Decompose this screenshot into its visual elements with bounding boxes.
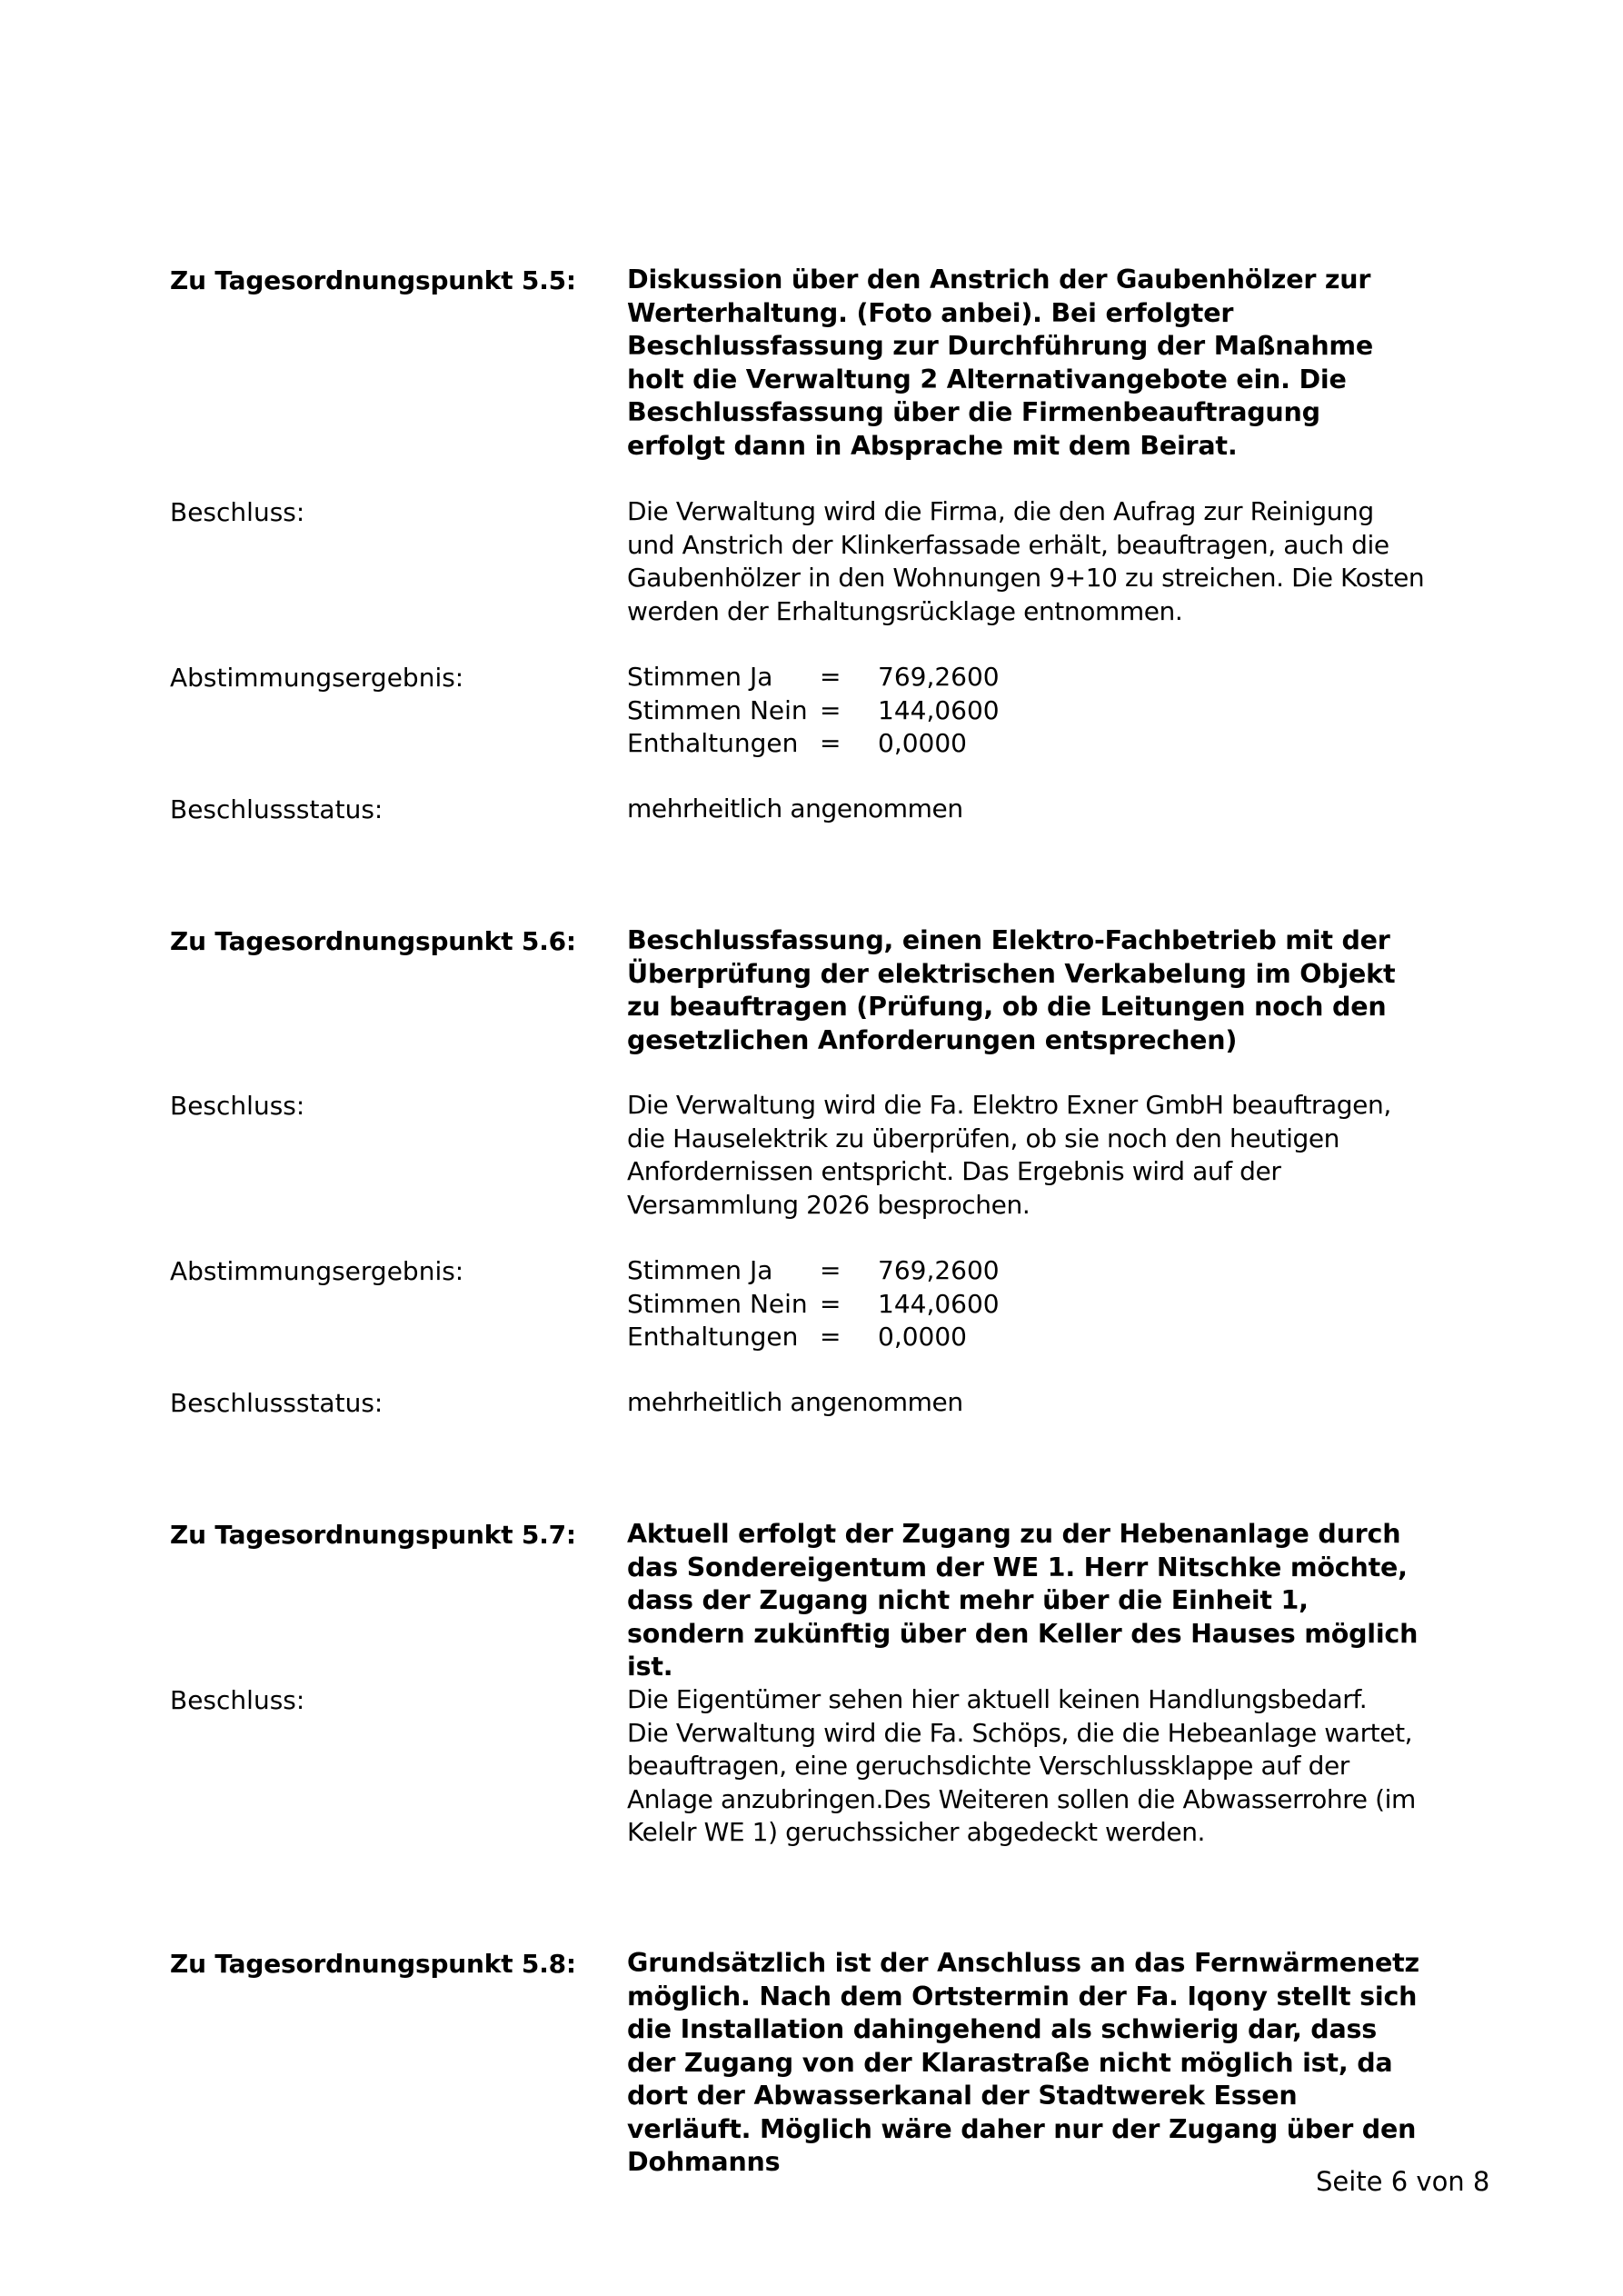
vote-yes-label: Stimmen Ja [627, 1255, 773, 1285]
agenda-item-label: Zu Tagesordnungspunkt 5.6: [170, 926, 576, 956]
vote-equals: = [820, 1288, 841, 1319]
vote-yes-value: 769,2600 [878, 662, 1000, 692]
vote-equals: = [820, 694, 841, 725]
vote-no-value: 144,0600 [878, 694, 1000, 725]
vote-yes-value: 769,2600 [878, 1255, 1000, 1285]
status-label: Beschlussstatus: [170, 794, 383, 824]
status-label: Beschlussstatus: [170, 1388, 383, 1418]
beschluss-content [627, 1683, 1427, 1850]
beschluss-label: Beschluss: [170, 1685, 305, 1715]
vote-equals: = [820, 1255, 841, 1285]
agenda-item-5-8-heading [170, 1947, 1460, 2180]
vote-abstain-value: 0,0000 [878, 728, 967, 758]
agenda-item-description: Aktuell erfolgt der Zugang zu der Hebenanlage durch das Sondereigentum der WE 1. Herr Nitschke möchte, dass der Zugang nicht mehr über die Einheit 1, sondern zukünftig über den Keller des Hauses möglich ist. [627, 1519, 1419, 1682]
abstimmung-label: Abstimmungsergebnis: [170, 1256, 464, 1286]
agenda-item-5-7-heading [170, 1518, 1460, 1684]
agenda-item-5-5-beschluss [170, 495, 1460, 628]
vote-results [627, 661, 1000, 761]
beschluss-text: Die Verwaltung wird die Fa. Elektro Exner GmbH beauftragen, die Hauselektrik zu überprüfen, ob sie noch den heutigen Anfordernissen entspricht. Das Ergebnis wird auf der Versammlung 2026 besprochen. [627, 1090, 1391, 1220]
agenda-item-5-5-abstimmung [170, 661, 1460, 761]
abstimmung-label: Abstimmungsergebnis: [170, 663, 464, 693]
vote-equals: = [820, 662, 841, 692]
agenda-item-5-6-abstimmung [170, 1254, 1460, 1354]
status-text: mehrheitlich angenommen [627, 1387, 963, 1417]
beschluss-text: Die Verwaltung wird die Fa. Schöps, die die Hebeanlage wartet, beauftragen, eine geruchsdichte Verschlussklappe auf der Anlage anzubringen.Des Weiteren sollen die Abwasserrohre (im Kelelr WE 1) geruchssicher abgedeckt werden. [627, 1717, 1416, 1847]
beschluss-label: Beschluss: [170, 497, 305, 527]
vote-equals: = [820, 1322, 841, 1352]
vote-results [627, 1254, 1000, 1354]
vote-abstain-label: Enthaltungen [627, 1322, 799, 1352]
vote-no-label: Stimmen Nein [627, 694, 808, 725]
agenda-item-5-5-heading [170, 264, 1460, 463]
vote-yes-label: Stimmen Ja [627, 662, 773, 692]
agenda-item-5-7-beschluss [170, 1683, 1460, 1850]
beschluss-text: Die Verwaltung wird die Firma, die den Aufrag zur Reinigung und Anstrich der Klinkerfassade erhält, beauftragen, auch die Gaubenhölzer in den Wohnungen 9+10 zu streichen. Die Kosten werden der Erhaltungsrücklage entnommen. [627, 496, 1425, 626]
agenda-item-description: Beschlussfassung, einen Elektro-Fachbetrieb mit der Überprüfung der elektrischen Verkabelung im Objekt zu beauftragen (Prüfung, ob die Leitungen noch den gesetzlichen Anforderungen entsprechen) [627, 925, 1396, 1055]
status-text: mehrheitlich angenommen [627, 794, 963, 824]
agenda-item-description: Grundsätzlich ist der Anschluss an das Fernwärmenetz möglich. Nach dem Ortstermin der Fa. Iqony stellt sich die Installation dahingehend als schwierig dar, dass der Zugang von der Klarastraße nicht möglich ist, da dort der Abwasserkanal der Stadtwerek Essen verläuft. Möglich wäre daher nur der Zugang über den Dohmanns [627, 1948, 1419, 2177]
beschluss-label: Beschluss: [170, 1091, 305, 1121]
agenda-item-label: Zu Tagesordnungspunkt 5.7: [170, 1520, 576, 1550]
agenda-item-5-6-heading [170, 924, 1460, 1057]
agenda-item-5-6-beschluss [170, 1089, 1460, 1222]
agenda-item-5-6-status [170, 1386, 1460, 1420]
agenda-item-label: Zu Tagesordnungspunkt 5.8: [170, 1949, 576, 1979]
beschluss-line: Die Eigentümer sehen hier aktuell keinen Handlungsbedarf. [627, 1684, 1368, 1714]
vote-equals: = [820, 728, 841, 758]
agenda-item-label: Zu Tagesordnungspunkt 5.5: [170, 265, 576, 295]
vote-no-value: 144,0600 [878, 1288, 1000, 1319]
vote-abstain-value: 0,0000 [878, 1322, 967, 1352]
agenda-item-description: Diskussion über den Anstrich der Gaubenhölzer zur Werterhaltung. (Foto anbei). Bei erfolgter Beschlussfassung zur Durchführung der Maßnahme holt die Verwaltung 2 Alternativangebote ein. Die Beschlussfassung über die Firmenbeauftragung erfolgt dann in Absprache mit dem Beirat. [627, 265, 1374, 461]
vote-no-label: Stimmen Nein [627, 1288, 808, 1319]
agenda-item-5-5-status [170, 793, 1460, 826]
vote-abstain-label: Enthaltungen [627, 728, 799, 758]
page-number: Seite 6 von 8 [1316, 2166, 1490, 2197]
